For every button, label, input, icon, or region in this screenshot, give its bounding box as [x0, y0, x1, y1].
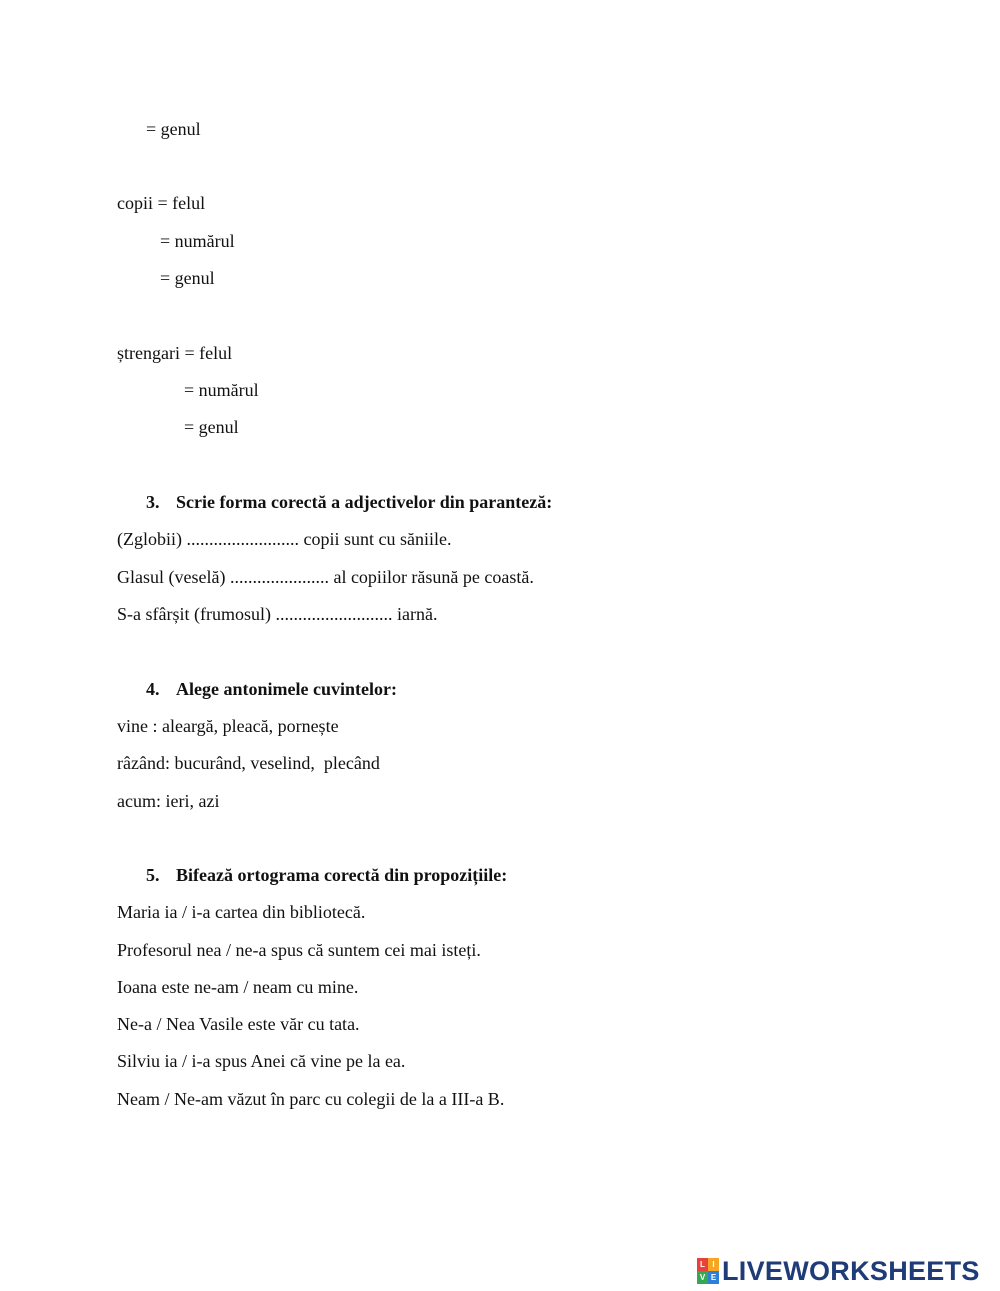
section-number: 4.: [146, 679, 160, 699]
section-number: 5.: [146, 865, 160, 885]
exercise-line: Neam / Ne-am văzut în parc cu colegii de la a III-a B.: [117, 1089, 505, 1109]
logo-mark-letter: V: [697, 1271, 708, 1284]
exercise-line: S-a sfârșit (frumosul) .......................... iarnă.: [117, 604, 438, 624]
text-line: = genul: [160, 268, 215, 288]
exercise-line: Ne-a / Nea Vasile este văr cu tata.: [117, 1014, 360, 1034]
text-line: = numărul: [160, 231, 235, 251]
section-title: Alege antonimele cuvintelor:: [176, 679, 397, 699]
text-line: = genul: [184, 417, 239, 437]
section-number: 3.: [146, 492, 160, 512]
exercise-line: Silviu ia / i-a spus Anei că vine pe la ea.: [117, 1051, 406, 1071]
text-line: ștrengari = felul: [117, 343, 233, 363]
exercise-line: Profesorul nea / ne-a spus că suntem cei mai isteți.: [117, 940, 481, 960]
exercise-line: Ioana este ne-am / neam cu mine.: [117, 977, 359, 997]
exercise-line: râzând: bucurând, veselind, plecând: [117, 753, 380, 773]
section-5-heading: [146, 864, 507, 886]
logo-mark-letter: I: [708, 1258, 719, 1271]
logo-mark-letter: L: [697, 1258, 708, 1271]
exercise-line: vine : aleargă, pleacă, pornește: [117, 716, 339, 736]
section-title: Scrie forma corectă a adjectivelor din paranteză:: [176, 492, 553, 512]
logo-mark-icon: [697, 1258, 719, 1284]
exercise-line: Glasul (veselă) ...................... al copiilor răsună pe coastă.: [117, 567, 534, 587]
section-title: Bifează ortograma corectă din propozițiile:: [176, 865, 508, 885]
logo-mark-letter: E: [708, 1271, 719, 1284]
logo-text: LIVEWORKSHEETS: [722, 1255, 980, 1286]
text-line: = genul: [146, 119, 201, 139]
text-line: copii = felul: [117, 193, 206, 213]
exercise-line: (Zglobii) ......................... copii sunt cu săniile.: [117, 529, 452, 549]
liveworksheets-logo[interactable]: [697, 1256, 980, 1286]
section-4-heading: [146, 678, 397, 700]
exercise-line: acum: ieri, azi: [117, 791, 220, 811]
text-line: = numărul: [184, 380, 259, 400]
exercise-line: Maria ia / i-a cartea din bibliotecă.: [117, 902, 366, 922]
section-3-heading: [146, 491, 552, 513]
